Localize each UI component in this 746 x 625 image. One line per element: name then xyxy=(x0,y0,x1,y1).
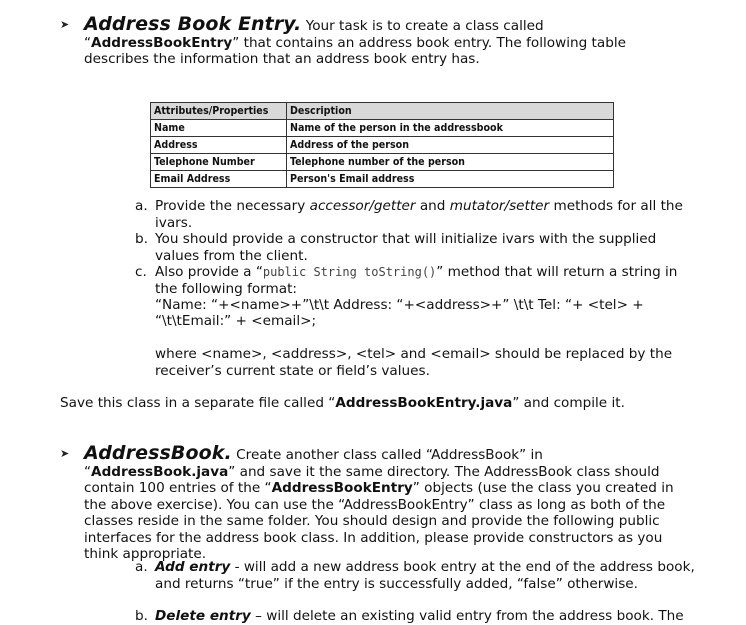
save-instruction: Save this class in a separate file called “AddressBookEntry.java” and compile it. xyxy=(60,395,625,411)
table-cell: Name xyxy=(151,120,287,137)
table-cell: Address xyxy=(151,137,287,154)
attributes-table xyxy=(150,102,614,188)
table-cell: Telephone number of the person xyxy=(287,154,614,171)
table-cell: Person's Email address xyxy=(287,171,614,188)
section2-heading: AddressBook. xyxy=(84,442,232,464)
table-cell: Address of the person xyxy=(287,137,614,154)
table-cell: Telephone Number xyxy=(151,154,287,171)
where-note: where <name>, <address>, <tel> and <email> should be replaced by the receiver’s current state or field’s values. xyxy=(155,346,673,379)
format-line-1: “Name: “+<name>+”\t\t Address: “+<address>+” \t\t Tel: “+ <tel> + xyxy=(155,297,644,313)
document-page: ➤ Address Book Entry. Your task is to create a class called “AddressBookEntry” that contains an address book entry. The following table describes the information that an address book entry has. Attributes/Properties Description Name Name of the person in the addressbook Address Address of the person Telephone Number Telephone number of the person Email Address Person's Email address a. Provide the necessary accessor/getter and mutator/setter methods for all the ivars. b. You should provide a constructor that will initialize ivars with the supplied values from the client. c. Also provide a “public String toString()” method that will return a string in the following format: “Name: “+<name>+”\t\t Address: “+<address>+” \t\t Tel: “+ <tel> + “\t\tEmail:” + <email>; where <name>, <address>, <tel> and <email> should be replaced by the receiver’s current state or field’s values. Save this class in a separate file called “AddressBookEntry.java” and compile it. ➤ AddressBook. Create another class called “AddressBook” in “AddressBook.java” and save it the same directory. The AddressBook class should contain 100 entries of the “AddressBookEntry” objects (use the class you created in the above exercise). You can use the “AddressBookEntry” class as long as both of the classes reside in the same folder. You should design and provide the following public interfaces for the address book class. In addition, please provide constructors as you think appropriate. a. Add entry - will add a new address book entry at the end of the address book, and returns “true” if the entry is successfully added, “false” otherwise. b. Delete entry – will delete an existing valid entry from the address book. The xyxy=(0,0,746,624)
section2-intro: AddressBook. Create another class called “AddressBook” in “AddressBook.java” and save it the same directory. The AddressBook class should contain 100 entries of the “AddressBookEntry” objects (use the class you created in the above exercise). You can use the “AddressBookEntry” class as long as both of the classes reside in the same folder. You should design and provide the following public interfaces for the address book class. In addition, please provide constructors as you think appropriate. xyxy=(84,442,674,562)
section1-intro: Address Book Entry. Your task is to create a class called “AddressBookEntry” that contains an address book entry. The following table describes the information that an address book entry has. xyxy=(84,13,626,67)
table-header-row xyxy=(151,103,614,120)
section1-heading: Address Book Entry. xyxy=(84,13,302,35)
table-header-cell: Description xyxy=(287,103,614,120)
table-row xyxy=(151,120,614,137)
table-row xyxy=(151,137,614,154)
table-cell: Email Address xyxy=(151,171,287,188)
bullet-arrow-icon: ➤ xyxy=(60,18,70,31)
table-cell: Name of the person in the addressbook xyxy=(287,120,614,137)
table-row xyxy=(151,154,614,171)
table-header-cell: Attributes/Properties xyxy=(151,103,287,120)
format-line-2: “\t\tEmail:” + <email>; xyxy=(155,313,317,329)
bullet-arrow-icon: ➤ xyxy=(60,447,70,460)
table-row xyxy=(151,171,614,188)
